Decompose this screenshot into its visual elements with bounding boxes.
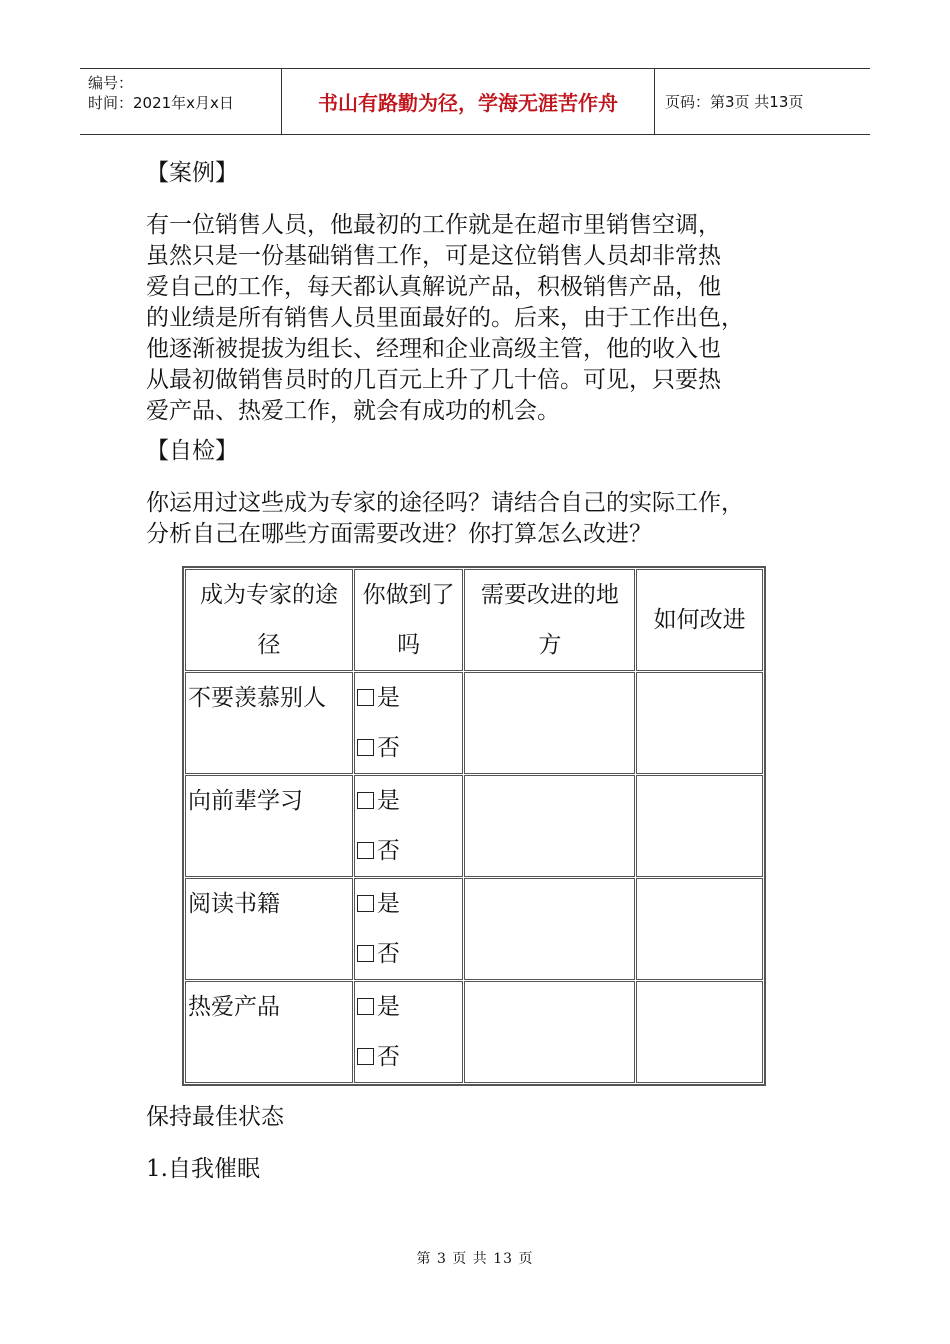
header-cell-how-improve: 如何改进 xyxy=(636,569,763,671)
header-page-info: 页码：第3页 共13页 xyxy=(665,93,804,111)
table-row xyxy=(185,981,763,1083)
header-time-label: 时间：2021年x月x日 xyxy=(88,94,234,112)
page-footer: 第 3 页 共 13 页 xyxy=(416,1251,534,1267)
header-cell-path: 成为专家的途 径 xyxy=(185,569,353,671)
header-motto: 书山有路勤为径，学海无涯苦作舟 xyxy=(282,69,655,134)
selfcheck-line: 你运用过这些成为专家的途径吗？请结合自己的实际工作， xyxy=(146,490,744,516)
case-line: 虽然只是一份基础销售工作，可是这位销售人员却非常热 xyxy=(146,243,721,269)
how-improve-cell[interactable] xyxy=(636,775,763,877)
yes-no-options xyxy=(354,878,464,980)
checkbox-icon[interactable] xyxy=(357,792,374,809)
row-label: 阅读书籍 xyxy=(185,878,353,980)
option-yes[interactable]: 是 xyxy=(357,879,463,929)
case-line: 有一位销售人员，他最初的工作就是在超市里销售空调， xyxy=(146,212,721,238)
subsection-title: 1.自我催眠 xyxy=(146,1156,260,1182)
option-no[interactable]: 否 xyxy=(357,723,463,773)
option-no[interactable]: 否 xyxy=(357,1032,463,1082)
yes-no-options xyxy=(354,672,464,774)
improve-area-cell[interactable] xyxy=(464,878,635,980)
case-line: 从最初做销售员时的几百元上升了几十倍。可见，只要热 xyxy=(146,367,721,393)
header-cell-done: 你做到了 吗 xyxy=(354,569,464,671)
header-number-label: 编号： xyxy=(88,74,134,92)
checkbox-icon[interactable] xyxy=(357,945,374,962)
header-cell-improve-area: 需要改进的地 方 xyxy=(464,569,635,671)
table-row xyxy=(185,672,763,774)
table-row xyxy=(185,775,763,877)
option-yes[interactable]: 是 xyxy=(357,776,463,826)
case-paragraph xyxy=(146,210,806,427)
how-improve-cell[interactable] xyxy=(636,981,763,1083)
improve-area-cell[interactable] xyxy=(464,981,635,1083)
case-line: 的业绩是所有销售人员里面最好的。后来，由于工作出色， xyxy=(146,305,744,331)
checkbox-icon[interactable] xyxy=(357,689,374,706)
yes-no-options xyxy=(354,981,464,1083)
row-label: 向前辈学习 xyxy=(185,775,353,877)
option-no[interactable]: 否 xyxy=(357,826,463,876)
page-header xyxy=(80,68,870,135)
checkbox-icon[interactable] xyxy=(357,1048,374,1065)
checkbox-icon[interactable] xyxy=(357,842,374,859)
case-line: 他逐渐被提拔为组长、经理和企业高级主管，他的收入也 xyxy=(146,336,721,362)
case-heading: 【案例】 xyxy=(146,160,238,186)
case-line: 爱产品、热爱工作，就会有成功的机会。 xyxy=(146,398,560,424)
option-no[interactable]: 否 xyxy=(357,929,463,979)
improve-area-cell[interactable] xyxy=(464,672,635,774)
option-yes[interactable]: 是 xyxy=(357,982,463,1032)
selfcheck-paragraph xyxy=(146,488,806,550)
improve-area-cell[interactable] xyxy=(464,775,635,877)
selfcheck-heading: 【自检】 xyxy=(146,438,238,464)
table-row xyxy=(185,878,763,980)
row-label: 不要羡慕别人 xyxy=(185,672,353,774)
how-improve-cell[interactable] xyxy=(636,878,763,980)
checkbox-icon[interactable] xyxy=(357,998,374,1015)
checkbox-icon[interactable] xyxy=(357,739,374,756)
selfcheck-table xyxy=(182,566,766,1086)
how-improve-cell[interactable] xyxy=(636,672,763,774)
table-header-row xyxy=(185,569,763,671)
row-label: 热爱产品 xyxy=(185,981,353,1083)
case-line: 爱自己的工作，每天都认真解说产品，积极销售产品，他 xyxy=(146,274,721,300)
option-yes[interactable]: 是 xyxy=(357,673,463,723)
section-title: 保持最佳状态 xyxy=(146,1104,284,1130)
checkbox-icon[interactable] xyxy=(357,895,374,912)
selfcheck-line: 分析自己在哪些方面需要改进？你打算怎么改进？ xyxy=(146,521,652,547)
header-meta xyxy=(80,69,282,134)
yes-no-options xyxy=(354,775,464,877)
